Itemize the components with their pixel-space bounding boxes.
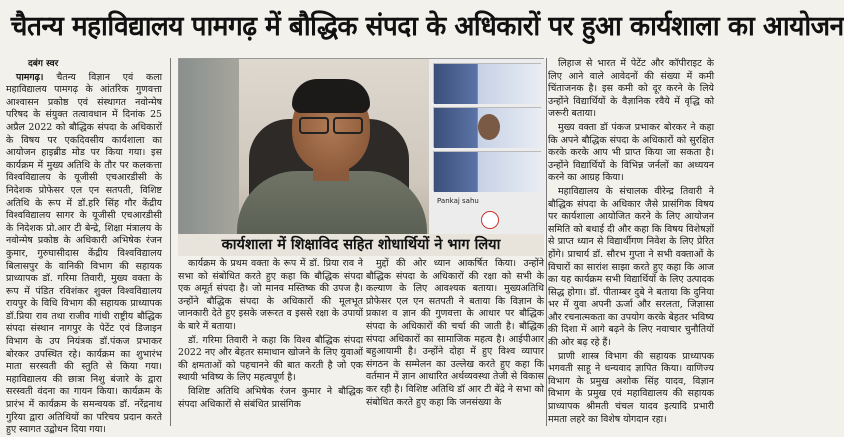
article-column-2 [178, 258, 363, 426]
photo-glasses [299, 117, 363, 131]
paragraph: प्राणी शास्त्र विभाग की सहायक प्राध्यापक भगवती साहू ने धन्यवाद ज्ञापित किया। वाणिज्य विभाग के प्रमुख अशोक सिंह यादव, विज्ञान विभाग के प्रमुख एवं महाविद्यालय की सहायक प्राध्यापक श्रीमती चंचल यादव इत्यादि प्रभारी ममता लहरे का विशेष योगदान रहा। [548, 350, 714, 425]
column-divider [170, 58, 171, 426]
paragraph: कार्यक्रम के प्रथम वक्ता के रूप में डॉ. प्रिया राव ने सभा को संबोधित करते हुए कहा कि बौद्धिक संपदा एक अमूर्त संपदा है। जो मानव मस्तिष्क की उपज है। उन्होंने बौद्धिक संपदा के अधिकारों की मूलभूत जानकारी देते हुए इसके जरूरत व इससे रक्षा के उपायों के बारे में बताया। [178, 258, 363, 332]
slide-thumbnail [434, 152, 542, 192]
participant-name-tag: Pankaj sahu [437, 197, 479, 205]
participant-face [478, 114, 500, 140]
photo-caption: कार्यशाला में शिक्षाविद सहित शोधार्थियों ने भाग लिया [178, 234, 544, 256]
photo-window [179, 59, 239, 235]
article-column-3 [366, 258, 544, 426]
headline: चैतन्य महाविद्यालय पामगढ़ में बौद्धिक संपदा के अधिकारों पर हुआ कार्यशाला का आयोजन [10, 11, 844, 42]
column-divider [546, 58, 547, 426]
paragraph: डॉ. गरिमा तिवारी ने कहा कि विश्व बौद्धिक संपदा 2022 नए और बेहतर समाधान खोजने के लिए युवाओं की क्षमताओं को पहचानने की बात करती है जो एक स्थायी भविष्य के लिए महत्वपूर्ण है। [178, 334, 363, 384]
paragraph: मुद्दों की ओर ध्यान आकर्षित किया। उन्होंने बौद्धिक संपदा के अधिकारों की रक्षा को सभी के कल्याण के लिए आवश्यक बताया। मुख्यअतिथि प्रोफेसर एल एन सतपती ने बताया कि विज्ञान के प्रकाश व ज्ञान की गुणवत्ता के आधार पर बौद्धिक संपदा के अधिकारों की चर्चा की जाती है। बौद्धिक संपदा अधिकारों का सामाजिक महत्व है। आईपीआर बहुआयामी है। उन्होंने दोहा में हुए विश्व व्यापार संगठन के सम्मेलन का उल्लेख करते हुए कहा कि वर्तमान में ज्ञान आधारित अर्थव्यवस्था तेजी से विकास कर रही है। विशिष्ट अतिथि डॉ आर टी बेंद्रे ने सभा को संबोधित करते हुए कहा कि जनसंख्या के [366, 258, 544, 408]
news-photo [178, 58, 544, 234]
paragraph-text: चैतन्य विज्ञान एवं कला महाविद्यालय पामगढ़ के आंतरिक गुणवत्ता आश्वासन प्रकोष्ठ एवं संस्थागत नवोन्मेष परिषद के संयुक्त तत्वावधान में दिनांक 25 अप्रैल 2022 को बौद्धिक संपदा के अधिकारों के विषय पर एकदिवसीय कार्यशाला का आयोजन हाइब्रीड मोड पर किया गया। इस कार्यक्रम में मुख्य अतिथि के तौर पर कलकत्ता विश्वविद्यालय के यूजीसी एचआरडीसी के निदेशक प्रोफेसर एल एन सतपती, विशिष्ट अतिथि के रूप में डॉ.हरि सिंह गौर केंद्रीय विश्वविद्यालय सागर के यूजीसी एचआरडीसी के निदेशक प्रो.आर टी बेन्द्रे, शिक्षा मंत्रालय के नवोन्मेष प्रकोष्ठ के अधिकारी अभिषेक रंजन कुमार, गुरुघासीदास केंद्रीय विश्वविद्यालय बिलासपुर के वानिकी विभाग की सहायक प्राध्यापक डॉ. गरिमा तिवारी, मुख्य वक्ता के रूप में पंडित रविशंकर शुक्ल विश्वविद्यालय रायपुर के विधि विभाग की सहायक प्राध्यापक डॉ.प्रिया राव तथा राजीव गांधी राष्ट्रीय बौद्धिक संपदा संस्थान नागपुर के पेटेंट एवं डिजाइन विभाग के उप नियंत्रक डॉ.पंकज प्रभाकर बोरकर उपस्थित रहे। कार्यक्रम का शुभारंभ माता सरस्वती की स्तुति से किया गया। महाविद्यालय की छात्रा निशु बंजारे के द्वारा सरस्वती वंदना का गायन किया। कार्यक्रम के प्रारंभ में कार्यक्रम के समन्वयक डॉ. नरेंद्रनाथ गुरिया द्वारा अतिथियों का परिचय प्रदान करते हुए स्वागत उद्बोधन दिया गया। [6, 71, 162, 436]
article-column-4 [548, 58, 714, 426]
video-tile [433, 63, 541, 103]
paragraph [6, 72, 162, 437]
paragraph: मुख्य वक्ता डॉ पंकज प्रभाकर बोरकर ने कहा कि अपने बौद्धिक संपदा के अधिकारों को सुरक्षित करके करके आप भी प्राप्त किया जा सकता है। उन्होंने विद्यार्थियों के विभिन्न जर्नलों का अध्ययन करने का आग्रह किया। [548, 121, 714, 184]
video-tile [433, 151, 541, 191]
video-call-grid [429, 59, 545, 235]
byline: दबंग स्वर [28, 59, 59, 69]
article-column-1 [6, 58, 162, 436]
photo-person-hair [292, 79, 370, 113]
video-tile [433, 107, 541, 147]
participant-avatar [481, 211, 499, 229]
slide-thumbnail [434, 64, 542, 104]
paragraph: विशिष्ट अतिथि अभिषेक रंजन कुमार ने बौद्धिक संपदा अधिकारों से संबंधित प्रासंगिक [178, 385, 363, 410]
dateline-place: पामगढ़। [16, 71, 44, 83]
paragraph: महाविद्यालय के संचालक वीरेन्द्र तिवारी ने बौद्धिक संपदा के अधिकार जैसे प्रासंगिक विषय पर कार्यशाला आयोजित करने के लिए आयोजन समिति को बधाई दी और कहा कि विषय विशेषज्ञों से प्राप्त ध्यान से विद्यार्थीगण निवेश के लिए प्रेरित होंगे। प्राचार्य डॉ. सौरभ गुप्ता ने सभी वक्ताओं के विचारों का सारांश साझा करते हुए कहा कि आज का यह कार्यक्रम सभी विद्यार्थियों के लिए उत्पादक सिद्ध होगा। डॉ. पीताम्बर दुबे ने बताया कि दुनिया भर में युवा अपनी ऊर्जा और सरलता, जिज्ञासा और रचनात्मकता का उपयोग करके बेहतर भविष्य की दिशा में आगे बढ़ने के लिए नवाचार चुनौतियों की ओर बढ़ रहे हैं। [548, 185, 714, 349]
paragraph: लिहाज से भारत में पेटेंट और कॉपीराइट के लिए आने वाले आवेदनों की संख्या में कमी चिंताजनक है। इस कमी को दूर करने के लिये उन्होंने विद्यार्थियों के वैज्ञानिक रवैये में वृद्धि को जरूरी बताया। [548, 58, 714, 120]
